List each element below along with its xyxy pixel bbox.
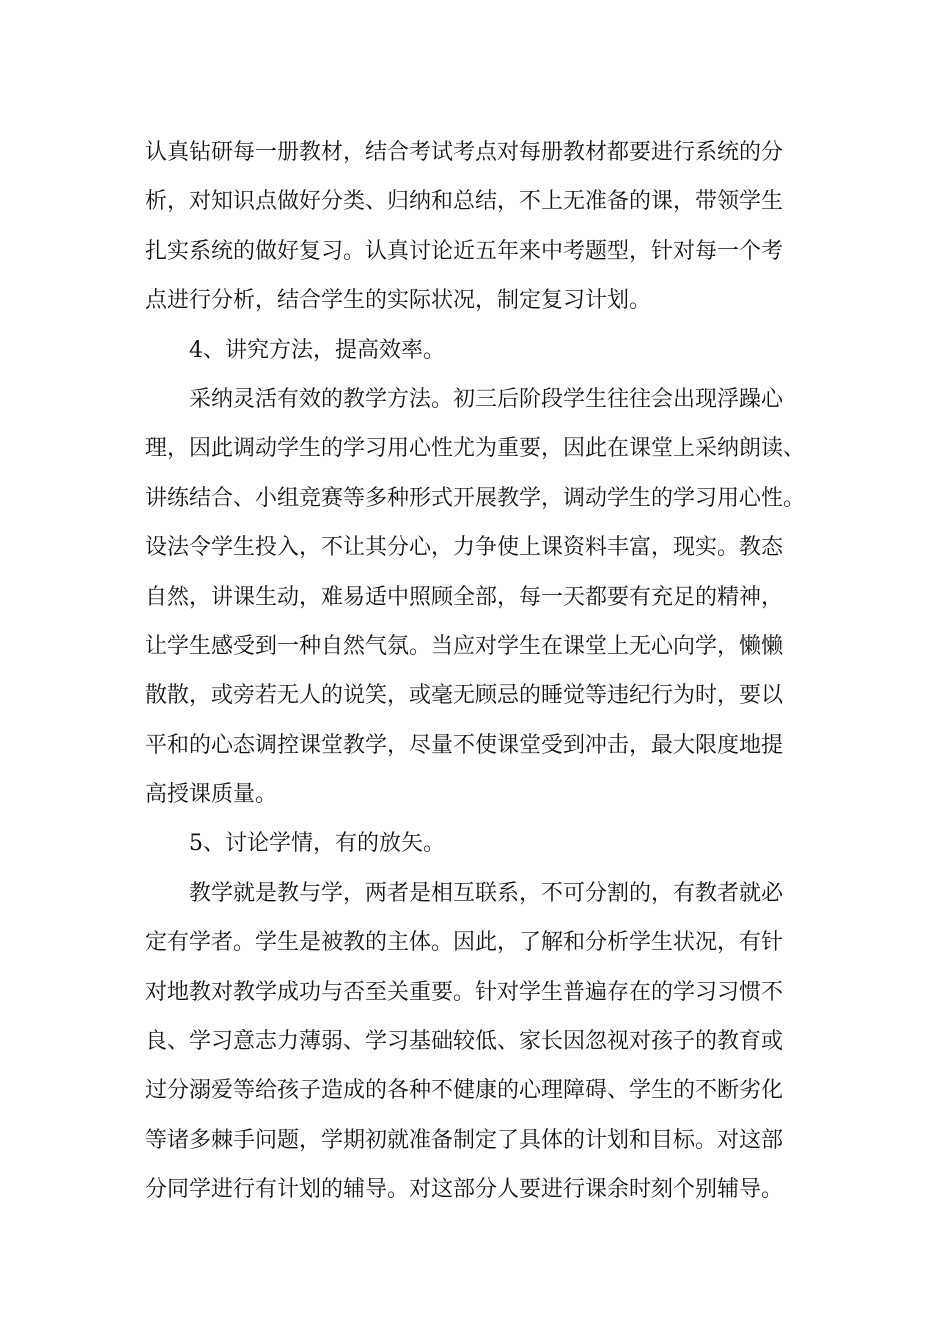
text-line: 对地教对教学成功与否至关重要。针对学生普遍存在的学习习惯不 bbox=[145, 979, 784, 1005]
text-line: 平和的心态调控课堂教学，尽量不使课堂受到冲击，最大限度地提 bbox=[145, 732, 784, 758]
text-line: 高授课质量。 bbox=[145, 782, 278, 808]
text-line: 散散，或旁若无人的说笑，或毫无顾忌的睡觉等违纪行为时，要以 bbox=[145, 683, 784, 709]
text-line: 良、学习意志力薄弱、学习基础较低、家长因忽视对孩子的教育或 bbox=[145, 1029, 784, 1055]
text-line: 自然，讲课生动，难易适中照顾全部，每一天都要有充足的精神， bbox=[145, 584, 784, 610]
text-line: 5、讨论学情，有的放矢。 bbox=[189, 831, 445, 857]
text-line: 让学生感受到一种自然气氛。当应对学生在课堂上无心向学，懒懒 bbox=[145, 633, 784, 659]
text-line: 扎实系统的做好复习。认真讨论近五年来中考题型，针对每一个考 bbox=[145, 238, 784, 264]
text-line: 讲练结合、小组竞赛等多种形式开展教学，调动学生的学习用心性。 bbox=[145, 485, 806, 511]
text-line: 认真钻研每一册教材，结合考试考点对每册教材都要进行系统的分 bbox=[145, 140, 784, 165]
text-line: 采纳灵活有效的教学方法。初三后阶段学生往往会出现浮躁心 bbox=[189, 386, 784, 412]
text-line: 定有学者。学生是被教的主体。因此，了解和分析学生状况，有针 bbox=[145, 930, 784, 956]
text-line: 理，因此调动学生的学习用心性尤为重要，因此在课堂上采纳朗读、 bbox=[145, 436, 806, 462]
text-line: 过分溺爱等给孩子造成的各种不健康的心理障碍、学生的不断劣化 bbox=[145, 1078, 784, 1104]
text-line: 设法令学生投入，不让其分心，力争使上课资料丰富，现实。教态 bbox=[145, 535, 784, 561]
text-line: 等诸多棘手问题，学期初就准备制定了具体的计划和目标。对这部 bbox=[145, 1127, 784, 1153]
text-line: 教学就是教与学，两者是相互联系，不可分割的，有教者就必 bbox=[189, 880, 784, 906]
document-body bbox=[145, 128, 835, 1215]
text-line: 点进行分析，结合学生的实际状况，制定复习计划。 bbox=[145, 288, 652, 314]
text-line: 4、讲究方法，提高效率。 bbox=[189, 337, 445, 363]
text-line: 分同学进行有计划的辅导。对这部分人要进行课余时刻个别辅导。 bbox=[145, 1177, 784, 1203]
text-line: 析，对知识点做好分类、归纳和总结，不上无准备的课，带领学生 bbox=[145, 189, 784, 215]
